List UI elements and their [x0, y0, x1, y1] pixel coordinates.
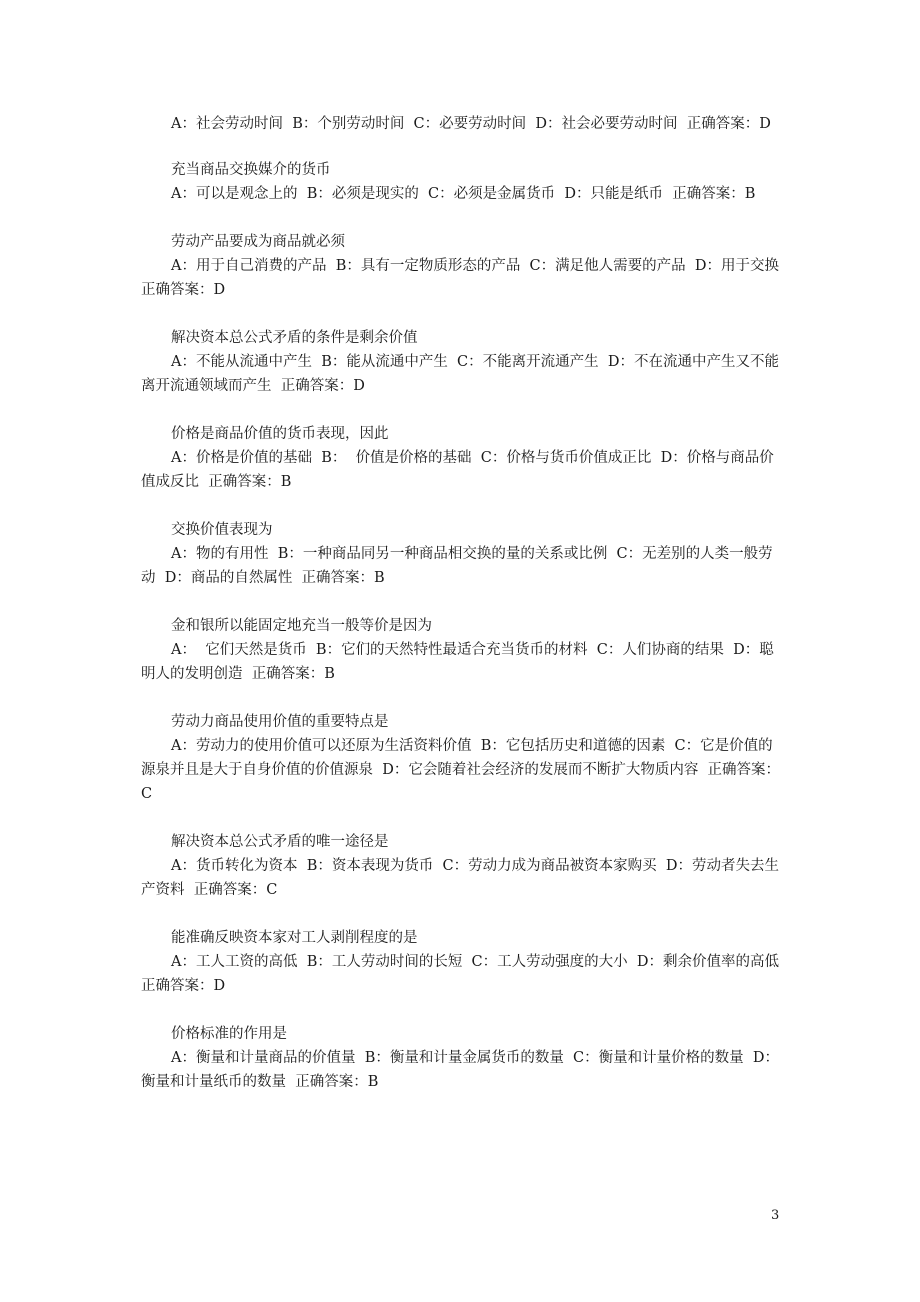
- question-block: [141, 158, 782, 206]
- question-options: A：工人工资的高低 B：工人劳动时间的长短 C：工人劳动强度的大小 D：剩余价值率的高低 正确答案：D: [141, 954, 789, 994]
- question-options: A：可以是观念上的 B：必须是现实的 C：必须是金属货币 D：只能是纸币 正确答案：B: [171, 186, 756, 202]
- question-block: [141, 230, 789, 302]
- question-options: A：用于自己消费的产品 B：具有一定物质形态的产品 C：满足他人需要的产品 D：用于交换 正确答案：D: [141, 258, 789, 298]
- question-text: 充当商品交换媒介的货币: [171, 162, 331, 178]
- question-text: 能准确反映资本家对工人剥削程度的是: [171, 930, 418, 946]
- question-options: A：不能从流通中产生 B：能从流通中产生 C：不能离开流通产生 D：不在流通中产生又不能离开流通领域而产生 正确答案：D: [141, 354, 779, 394]
- question-options: A：货币转化为资本 B：资本表现为货币 C：劳动力成为商品被资本家购买 D：劳动者失去生产资料 正确答案：C: [141, 858, 779, 898]
- question-block: [141, 1022, 782, 1094]
- page-number: 3: [771, 1208, 780, 1223]
- question-options: A：社会劳动时间 B：个别劳动时间 C：必要劳动时间 D：社会必要劳动时间 正确答案：D: [171, 116, 771, 132]
- question-block: [141, 518, 782, 590]
- question-block: [141, 926, 789, 998]
- question-options: A：衡量和计量商品的价值量 B：衡量和计量金属货币的数量 C：衡量和计量价格的数量 D：衡量和计量纸币的数量 正确答案：B: [141, 1050, 779, 1090]
- question-options: A： 它们天然是货币 B：它们的天然特性最适合充当货币的材料 C：人们协商的结果 D：聪明人的发明创造 正确答案：B: [141, 642, 774, 682]
- question-text: 劳动力商品使用价值的重要特点是: [171, 714, 389, 730]
- question-options: A：劳动力的使用价值可以还原为生活资料价值 B：它包括历史和道德的因素 C：它是价值的源泉并且是大于自身价值的价值源泉 D：它会随着社会经济的发展而不断扩大物质内容 正确答案：C: [141, 738, 781, 802]
- question-text: 解决资本总公式矛盾的条件是剩余价值: [171, 330, 418, 346]
- question-text: 解决资本总公式矛盾的唯一途径是: [171, 834, 389, 850]
- question-block: [141, 326, 782, 398]
- question-block: [141, 112, 782, 136]
- question-block: [141, 710, 782, 806]
- question-text: 金和银所以能固定地充当一般等价是因为: [171, 618, 432, 634]
- question-block: [141, 830, 782, 902]
- question-block: [141, 614, 782, 686]
- question-text: 劳动产品要成为商品就必须: [171, 234, 345, 250]
- question-block: [141, 422, 782, 494]
- question-text: 价格标准的作用是: [171, 1026, 287, 1042]
- question-text: 交换价值表现为: [171, 522, 273, 538]
- question-options: A：价格是价值的基础 B： 价值是价格的基础 C：价格与货币价值成正比 D：价格与商品价值成反比 正确答案：B: [141, 450, 774, 490]
- question-options: A：物的有用性 B：一种商品同另一种商品相交换的量的关系或比例 C：无差别的人类一般劳动 D：商品的自然属性 正确答案：B: [141, 546, 773, 586]
- question-text: 价格是商品价值的货币表现，因此: [171, 426, 389, 442]
- question-list: [141, 112, 789, 1118]
